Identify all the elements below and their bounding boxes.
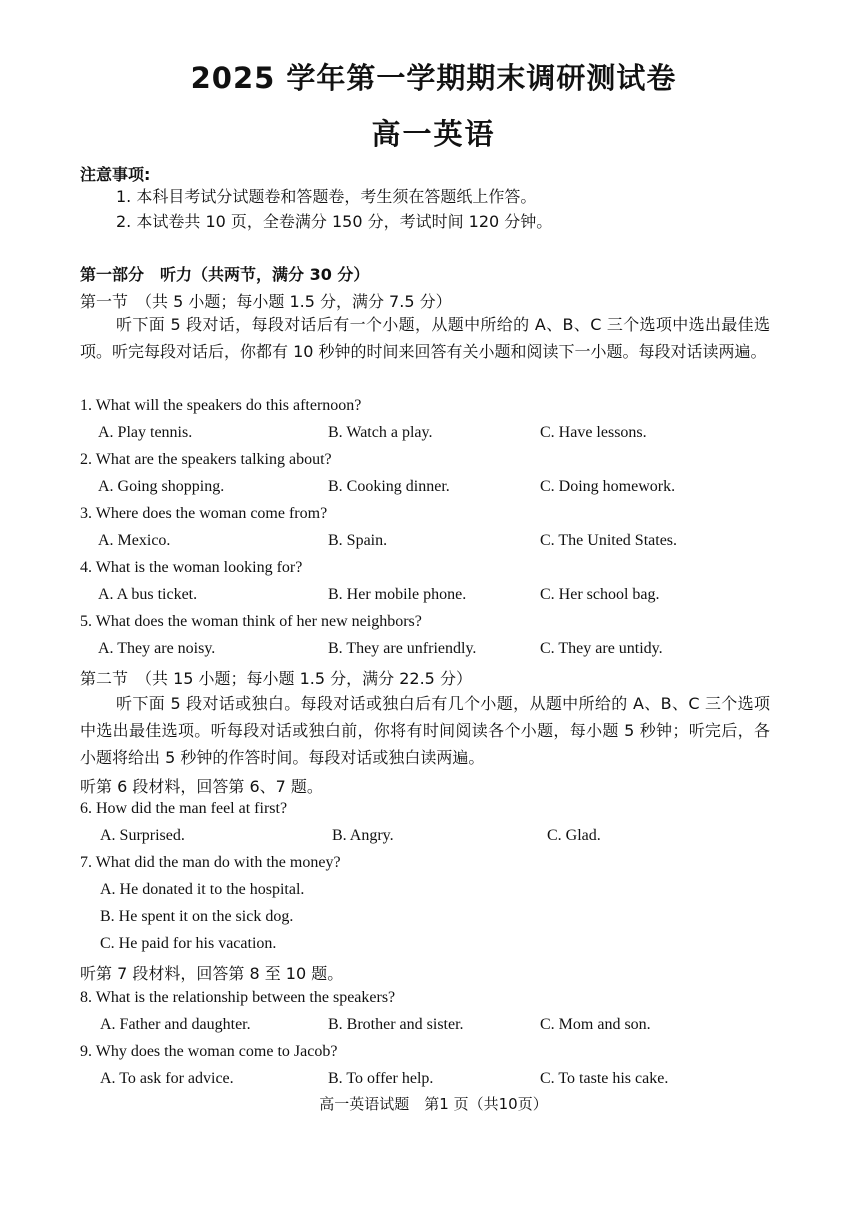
section1-instructions: 听下面 5 段对话，每段对话后有一个小题，从题中所给的 A、B、C 三个选项中选出最佳选项。听完每段对话后，你都有 10 秒钟的时间来回答有关小题和阅读下一小题。每段对话读两遍。 xyxy=(80,315,770,361)
option-c: C. They are untidy. xyxy=(540,640,663,657)
option-a: A. He donated it to the hospital. xyxy=(100,881,305,898)
option-b: B. Spain. xyxy=(328,532,388,549)
part1-heading: 第一部分 听力（共两节，满分 30 分） xyxy=(80,265,370,284)
option-c: C. Glad. xyxy=(547,827,601,844)
question-stem: 7. What did the man do with the money? xyxy=(80,854,341,871)
question-stem: 1. What will the speakers do this afternoon? xyxy=(80,397,362,414)
exam-subject: 高一英语 xyxy=(371,117,496,151)
option-a: A. They are noisy. xyxy=(98,640,216,657)
option-b: B. Angry. xyxy=(332,827,394,844)
section2-instructions: 听下面 5 段对话或独白。每段对话或独白后有几个小题，从题中所给的 A、B、C 三个选项中选出最佳选项。听每段对话或独白前，你将有时间阅读各个小题，每小题 5 秒钟；听完后，各小题将给出 5 秒钟的作答时间。每段对话或独白读两遍。 xyxy=(80,694,770,767)
option-b: B. They are unfriendly. xyxy=(328,640,477,657)
question-stem: 5. What does the woman think of her new neighbors? xyxy=(80,613,422,630)
option-b: B. Her mobile phone. xyxy=(328,586,467,603)
section1-heading: 第一节 （共 5 小题；每小题 1.5 分，满分 7.5 分） xyxy=(80,292,452,311)
option-a: A. Father and daughter. xyxy=(100,1016,251,1033)
option-c: C. The United States. xyxy=(540,532,678,549)
option-a: A. Going shopping. xyxy=(98,478,225,495)
option-a: A. Mexico. xyxy=(98,532,171,549)
option-a: A. Play tennis. xyxy=(98,424,193,441)
question-stem: 8. What is the relationship between the speakers? xyxy=(80,989,396,1006)
question-stem: 9. Why does the woman come to Jacob? xyxy=(80,1043,338,1060)
question-stem: 4. What is the woman looking for? xyxy=(80,559,303,576)
option-a: A. To ask for advice. xyxy=(100,1070,234,1087)
page-footer: 高一英语试题 第1 页（共10页） xyxy=(319,1095,548,1113)
section2-heading: 第二节 （共 15 小题；每小题 1.5 分，满分 22.5 分） xyxy=(80,669,472,688)
option-c: C. To taste his cake. xyxy=(540,1070,669,1087)
note-item: 2. 本试卷共 10 页，全卷满分 150 分，考试时间 120 分钟。 xyxy=(116,212,553,231)
question-stem: 3. Where does the woman come from? xyxy=(80,505,328,522)
option-a: A. A bus ticket. xyxy=(98,586,198,603)
option-c: C. He paid for his vacation. xyxy=(100,935,277,952)
material-note: 听第 6 段材料，回答第 6、7 题。 xyxy=(80,777,323,796)
option-b: B. Brother and sister. xyxy=(328,1016,464,1033)
option-c: C. Doing homework. xyxy=(540,478,676,495)
option-a: A. Surprised. xyxy=(100,827,185,844)
material-note: 听第 7 段材料，回答第 8 至 10 题。 xyxy=(80,964,344,983)
exam-title: 2025 学年第一学期期末调研测试卷 xyxy=(190,61,677,95)
option-c: C. Her school bag. xyxy=(540,586,660,603)
option-c: C. Have lessons. xyxy=(540,424,647,441)
option-b: B. To offer help. xyxy=(328,1070,434,1087)
option-c: C. Mom and son. xyxy=(540,1016,651,1033)
option-b: B. Cooking dinner. xyxy=(328,478,450,495)
notes-heading: 注意事项: xyxy=(80,165,151,184)
question-stem: 6. How did the man feel at first? xyxy=(80,800,288,817)
note-item: 1. 本科目考试分试题卷和答题卷，考生须在答题纸上作答。 xyxy=(116,187,537,206)
option-b: B. He spent it on the sick dog. xyxy=(100,908,294,925)
option-b: B. Watch a play. xyxy=(328,424,433,441)
question-stem: 2. What are the speakers talking about? xyxy=(80,451,332,468)
